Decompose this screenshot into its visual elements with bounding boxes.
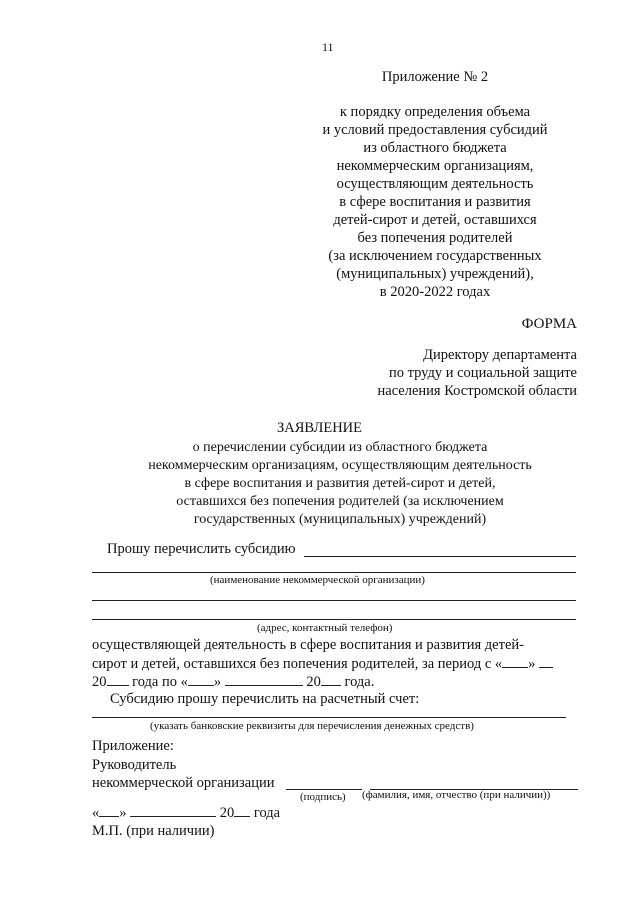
- recipient-block: [378, 346, 578, 400]
- date-year-field[interactable]: [234, 804, 250, 817]
- period-from-year-field[interactable]: [107, 673, 129, 686]
- appendix-line: некоммерческим организациям,: [336, 158, 534, 174]
- activity-line-3: [92, 673, 374, 691]
- appendix-line: без попечения родителей: [357, 230, 513, 246]
- appendix-line: и условий предоставления субсидий: [322, 122, 548, 138]
- subtitle-line: некоммерческим организациям, осуществляющим деятельность: [148, 458, 532, 473]
- appendix-line: детей-сирот и детей, оставшихся: [333, 212, 537, 228]
- date-open-quote: «: [92, 805, 100, 821]
- subtitle-line: о перечислении субсидии из областного бюджета: [192, 440, 488, 455]
- period-to-year-field[interactable]: [321, 673, 341, 686]
- request-label: Прошу перечислить субсидию: [107, 541, 296, 557]
- statement-subtitle: [90, 439, 590, 529]
- seal-label: М.П. (при наличии): [92, 823, 215, 839]
- appendix-block: [300, 68, 570, 301]
- appendix-line: в сфере воспитания и развития: [339, 194, 531, 210]
- bank-details-field-line[interactable]: [92, 717, 566, 718]
- activity-text: сирот и детей, оставшихся без попечения родителей, за период с «: [92, 656, 503, 672]
- date-close-quote: »: [119, 805, 127, 821]
- date-day-field[interactable]: [99, 804, 119, 817]
- recipient-line: Директору департамента: [423, 347, 577, 363]
- appendix-line: (муниципальных) учреждений),: [336, 266, 534, 282]
- address-field-line[interactable]: [92, 600, 576, 601]
- period-to-month-field[interactable]: [225, 673, 303, 686]
- year-word: года.: [344, 674, 375, 690]
- quote-close: »: [213, 674, 222, 690]
- appendix-line: из областного бюджета: [363, 140, 507, 156]
- twenty-prefix: 20: [92, 674, 107, 690]
- org-name-field-line-2[interactable]: [92, 572, 576, 573]
- signature-field-line[interactable]: [286, 789, 362, 790]
- org-label: некоммерческой организации: [92, 775, 275, 791]
- date-line: [92, 804, 280, 822]
- statement-title: ЗАЯВЛЕНИЕ: [276, 420, 363, 436]
- appendix-line: в 2020-2022 годах: [379, 284, 491, 300]
- address-field-line-2[interactable]: [92, 619, 576, 620]
- head-label: Руководитель: [92, 757, 177, 773]
- bank-caption: (указать банковские реквизиты для перечисления денежных средств): [150, 720, 474, 732]
- org-name-caption: (наименование некоммерческой организации): [210, 574, 425, 586]
- appendix-line: осуществляющим деятельность: [336, 176, 534, 192]
- appendix-title: Приложение № 2: [381, 69, 489, 85]
- attachment-label: Приложение:: [92, 738, 174, 754]
- signature-caption: (подпись): [300, 791, 346, 803]
- org-name-field-line[interactable]: [304, 556, 576, 557]
- subtitle-line: государственных (муниципальных) учреждений): [193, 512, 487, 527]
- period-to-day-field[interactable]: [188, 673, 214, 686]
- recipient-line: по труду и социальной защите: [388, 365, 577, 381]
- period-from-day-field[interactable]: [502, 655, 528, 668]
- period-from-month-field[interactable]: [539, 655, 553, 668]
- page-number: 11: [322, 40, 334, 54]
- form-label: ФОРМА: [521, 316, 577, 332]
- appendix-line: к порядку определения объема: [339, 104, 531, 120]
- activity-line-2: [92, 655, 553, 673]
- twenty-prefix: 20: [219, 805, 235, 821]
- period-to-label: года по «: [132, 674, 188, 690]
- address-caption: (адрес, контактный телефон): [257, 622, 393, 634]
- subtitle-line: в сфере воспитания и развития детей-сирот и детей,: [184, 476, 496, 491]
- account-text: Субсидию прошу перечислить на расчетный счет:: [110, 691, 420, 707]
- twenty-prefix: 20: [306, 674, 321, 690]
- date-year-word: года: [253, 805, 281, 821]
- appendix-line: (за исключением государственных: [328, 248, 542, 264]
- name-caption: (фамилия, имя, отчество (при наличии)): [362, 789, 551, 801]
- activity-line-1: осуществляющей деятельность в сфере воспитания и развития детей-: [92, 637, 524, 653]
- recipient-line: населения Костромской области: [377, 383, 577, 399]
- date-month-field[interactable]: [130, 804, 216, 817]
- quote-close: »: [528, 656, 536, 672]
- subtitle-line: оставшихся без попечения родителей (за исключением: [176, 494, 504, 509]
